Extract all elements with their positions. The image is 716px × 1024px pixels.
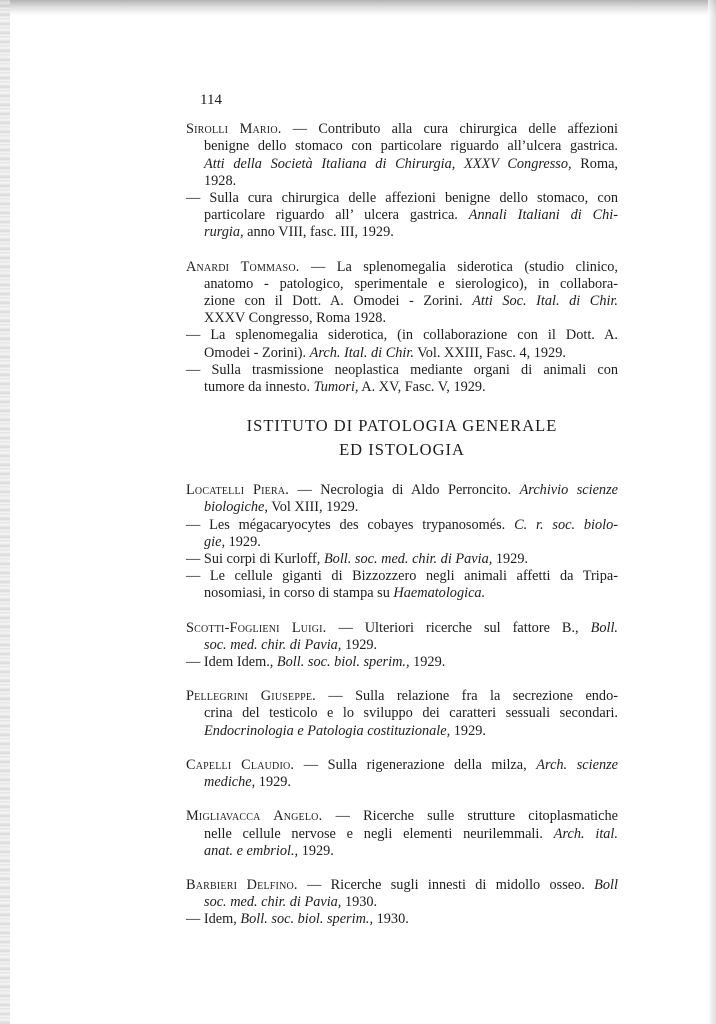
line-text: 1930. (341, 894, 378, 911)
journal-title: soc. med. chir. di Pavia, (204, 636, 342, 653)
line-text: — Necrologia di Aldo Perroncito. (289, 482, 520, 499)
bibliography-entry (186, 620, 618, 672)
text-line (186, 259, 618, 276)
scan-edge-top (0, 0, 716, 16)
page-number: 114 (200, 92, 222, 108)
line-text: crina del testicolo e lo sviluppo dei caratteri sessuali secondari. (204, 705, 618, 722)
entry-gap (186, 608, 618, 620)
line-text: — Ricerche sulle strutture citoplasmatiche (322, 808, 618, 825)
line-text: 1929. (341, 636, 378, 653)
line-text: — La splenomegalia siderotica, (in collaborazione con il Dott. A. (186, 327, 618, 344)
journal-title: Arch. Ital. di Chir. (309, 344, 414, 361)
scan-edge-left (0, 0, 10, 1024)
line-text: 1929. (492, 551, 529, 568)
line-text: 1928. (204, 172, 237, 189)
bibliography-entry (186, 877, 618, 929)
journal-title: Haematologica. (393, 585, 486, 602)
line-text: benigne dello stomaco con particolare riguardo all’ulcera gastrica. (204, 138, 618, 155)
author-name: Barbieri Delfino. (186, 876, 298, 893)
text-line (186, 207, 618, 224)
text-line (186, 774, 618, 791)
author-name: Sirolli Mario. (186, 121, 282, 138)
text-line (186, 654, 618, 671)
author-name: Capelli Claudio. (186, 756, 295, 773)
text-line (186, 551, 618, 568)
journal-title: Boll (594, 876, 618, 893)
document-page (186, 92, 618, 934)
text-line (186, 826, 618, 843)
text-line (186, 362, 618, 379)
text-line (186, 327, 618, 344)
journal-title: biologiche, (204, 499, 268, 516)
author-name: Scotti-Foglieni Luigi. (186, 619, 327, 636)
author-name: Pellegrini Giuseppe. (186, 688, 316, 705)
line-text: Vol XIII, 1929. (267, 499, 359, 516)
line-text: nosomiasi, in corso di stampa su (204, 585, 394, 602)
text-line (186, 723, 618, 740)
text-line (186, 499, 618, 516)
section-heading (186, 414, 618, 462)
text-line (186, 379, 618, 396)
journal-title: Boll. soc. biol. sperim., (240, 911, 374, 928)
text-line (186, 190, 618, 207)
line-text: Omodei - Zorini). (204, 344, 310, 361)
text-line (186, 688, 618, 705)
text-line (186, 156, 618, 173)
journal-title: Arch. ital. (553, 825, 618, 842)
section-heading-line2: ED ISTOLOGIA (339, 440, 465, 460)
line-text: — Sulla rigenerazione della milza, (294, 756, 537, 773)
journal-title: Tumori, (313, 379, 359, 396)
author-name: Migliavacca Angelo. (186, 808, 323, 825)
line-text: nelle cellule nervose e negli elementi neurilemmali. (204, 825, 554, 842)
line-text: — Ricerche sugli innesti di midollo osseo. (297, 876, 595, 893)
text-line (186, 121, 618, 138)
line-text: — Idem Idem., (186, 654, 277, 671)
line-text: — Contributo alla cura chirurgica delle affezioni (281, 121, 618, 138)
journal-title: Boll. (590, 619, 619, 636)
text-line (186, 637, 618, 654)
journal-title: Archivio scienze (519, 482, 618, 499)
journal-title: Atti della Società Italiana di Chirurgia, XXXV Congresso, (204, 155, 572, 172)
text-line (186, 293, 618, 310)
line-text: tumore da innesto. (204, 379, 314, 396)
line-text: zione con il Dott. A. Omodei - Zorini. (204, 293, 473, 310)
line-text: — Sui corpi di Kurloff, (186, 551, 324, 568)
text-line (186, 138, 618, 155)
line-text: — Le cellule giganti di Bizzozzero negli animali affetti da Tripa- (186, 568, 618, 585)
text-line (186, 276, 618, 293)
line-text: — Ulteriori ricerche sul fattore B., (326, 619, 591, 636)
text-line (186, 877, 618, 894)
entry-gap (186, 247, 618, 259)
journal-title: Atti Soc. Ital. di Chir. (472, 293, 619, 310)
text-line (186, 568, 618, 585)
line-text: 1929. (255, 774, 291, 791)
line-text: 1929. (298, 842, 334, 859)
text-line (186, 482, 618, 499)
line-text: — Les mégacaryocytes des cobayes trypanosomés. (186, 516, 515, 533)
journal-title: Boll. soc. biol. sperim., (276, 654, 410, 671)
line-text: — Idem, (186, 911, 241, 928)
line-text: 1930. (373, 911, 409, 928)
text-line (186, 585, 618, 602)
text-line (186, 843, 618, 860)
text-line (186, 224, 618, 241)
entry-gap (186, 865, 618, 877)
journal-title: gie, (204, 533, 226, 550)
line-text: 1929. (450, 722, 486, 739)
text-line (186, 173, 618, 190)
text-line (186, 534, 618, 551)
bibliography-entry (186, 757, 618, 791)
entry-gap (186, 796, 618, 808)
line-text: XXXV Congresso, Roma 1928. (204, 310, 387, 327)
line-text: — Sulla trasmissione neoplastica mediante organi di animali con (186, 361, 618, 378)
journal-title: mediche, (204, 774, 256, 791)
line-text: Roma, (571, 155, 618, 172)
scan-edge-right (708, 0, 716, 1024)
line-text: particolare riguardo all’ ulcera gastrica. (204, 207, 469, 224)
line-text: — Sulla cura chirurgica delle affezioni benigne dello stomaco, con (186, 190, 618, 207)
text-line (186, 808, 618, 825)
line-text: 1929. (409, 654, 446, 671)
author-name: Anardi Tommaso. (186, 258, 300, 275)
journal-title: Endocrinologia e Patologia costituzionale, (204, 722, 451, 739)
line-text: anatomo - patologico, sperimentale e sierologico), in collabora- (204, 275, 618, 292)
text-line (186, 620, 618, 637)
text-line (186, 517, 618, 534)
line-text: anno VIII, fasc. III, 1929. (243, 224, 394, 241)
line-text: A. XV, Fasc. V, 1929. (358, 379, 486, 396)
text-line (186, 757, 618, 774)
text-line (186, 894, 618, 911)
line-text: — La splenomegalia siderotica (studio clinico, (299, 258, 618, 275)
bibliography-entry (186, 688, 618, 740)
bibliography-top (186, 121, 618, 396)
text-line (186, 911, 618, 928)
journal-title: anat. e embriol., (204, 842, 299, 859)
journal-title: Arch. scienze (536, 756, 618, 773)
journal-title: Annali Italiani di Chi- (468, 207, 619, 224)
journal-title: Boll. soc. med. chir. di Pavia, (323, 551, 493, 568)
line-text: 1929. (225, 533, 261, 550)
author-name: Locatelli Piera. (186, 482, 290, 499)
entry-gap (186, 676, 618, 688)
section-heading-line1: ISTITUTO DI PATOLOGIA GENERALE (246, 416, 558, 436)
text-line (186, 705, 618, 722)
journal-title: soc. med. chir. di Pavia, (204, 894, 342, 911)
text-line (186, 345, 618, 362)
bibliography-entry (186, 482, 618, 602)
journal-title: C. r. soc. biolo- (514, 516, 618, 533)
bibliography-entry (186, 808, 618, 860)
bibliography-bottom (186, 482, 618, 928)
bibliography-entry (186, 259, 618, 397)
text-line (186, 310, 618, 327)
line-text: Vol. XXIII, Fasc. 4, 1929. (413, 344, 566, 361)
line-text: — Sulla relazione fra la secrezione endo- (315, 688, 618, 705)
journal-title: rurgia, (204, 224, 244, 241)
entry-gap (186, 745, 618, 757)
bibliography-entry (186, 121, 618, 241)
